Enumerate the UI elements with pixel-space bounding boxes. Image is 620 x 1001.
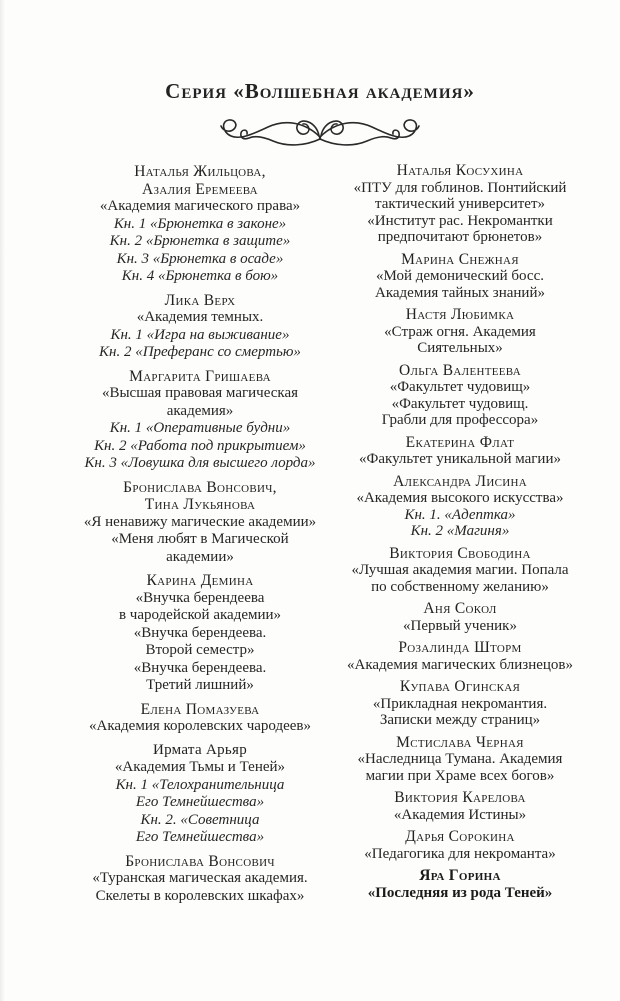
book-title-line: Кн. 1 «Брюнетка в законе»: [113, 215, 287, 232]
book-block: [60, 479, 340, 567]
book-block: [340, 868, 580, 901]
author-name: Виктория Свободина: [389, 544, 531, 562]
book-title-line: «Факультет чудовищ.: [391, 395, 529, 412]
author-name: Наталья Косухина: [396, 162, 524, 180]
book-title-line: «Внучка берендеева.: [133, 659, 267, 676]
book-title-line: «Меня любят в Магической: [111, 531, 289, 548]
book-block: [340, 252, 580, 302]
book-title-line: предпочитают брюнетов»: [377, 229, 543, 246]
book-title-line: Кн. 2 «Брюнетка в защите»: [109, 233, 291, 250]
series-title: Серия «Волшебная академия»: [165, 79, 475, 103]
book-title-line: «Академия темных.: [136, 309, 264, 326]
book-block: [60, 853, 340, 906]
book-title-line: Кн. 2 «Магиня»: [410, 523, 510, 540]
book-title-line: Кн. 1 «Игра на выживание»: [110, 326, 290, 343]
book-block: [340, 363, 580, 429]
author-name: Тина Лукьянова: [144, 496, 256, 514]
book-title-line: Кн. 1 «Оперативные будни»: [109, 420, 291, 437]
author-name: Бронислава Вонсович,: [123, 478, 277, 496]
book-title-line: Кн. 4 «Брюнетка в бою»: [121, 268, 279, 285]
author-name: Екатерина Флат: [405, 433, 515, 451]
book-title-line: «Внучка берендеева.: [133, 624, 267, 641]
book-block: [60, 701, 340, 736]
flourish-divider-ornament: [20, 111, 620, 155]
book-title-line: академия»: [166, 402, 234, 419]
book-title-line: по собственному желанию»: [371, 578, 549, 595]
book-block: [340, 601, 580, 634]
author-name: Яра Горина: [419, 867, 501, 885]
book-title-line: Грабли для профессора»: [381, 412, 539, 429]
book-title-line: «Академия магических близнецов»: [346, 656, 574, 673]
page-header: [20, 0, 620, 155]
book-block: [340, 474, 580, 540]
author-name: Дарья Сорокина: [405, 828, 515, 846]
book-title-line: «Мой демонический босс.: [376, 268, 544, 285]
author-name: Ирмата Арьяр: [152, 741, 248, 758]
book-block: [340, 435, 580, 468]
author-name: Азалия Еремеева: [142, 180, 258, 198]
book-title-line: «Туранская магическая академия.: [92, 870, 308, 887]
book-block: [340, 640, 580, 673]
author-name: Настя Любимка: [405, 306, 515, 324]
book-title-line: «Институт рас. Некромантки: [367, 212, 553, 229]
author-name: Александра Лисина: [393, 472, 527, 490]
book-title-line: «Первый ученик»: [403, 617, 517, 634]
author-name: Розалинда Шторм: [398, 639, 522, 657]
book-title-line: «Педагогика для некроманта»: [364, 845, 556, 862]
book-block: [340, 546, 580, 596]
book-block: [340, 163, 580, 246]
book-title-line: «Внучка берендеева: [135, 589, 265, 606]
author-name: Купава Огинская: [399, 678, 521, 696]
book-block: [340, 307, 580, 357]
book-title-line: Кн. 1 «Телохранительница: [115, 776, 285, 793]
author-name: Лика Верх: [164, 291, 236, 309]
book-block: [60, 572, 340, 695]
book-title-line: «ПТУ для гоблинов. Понтийский: [353, 179, 567, 196]
book-title-line: Скелеты в королевских шкафах»: [95, 887, 305, 904]
book-title-line: «Страж огня. Академия: [384, 323, 536, 340]
book-title-line: «Факультет уникальной магии»: [359, 451, 561, 468]
book-title-line: «Высшая правовая магическая: [101, 385, 299, 402]
flourish-icon: [215, 111, 425, 155]
book-title-line: «Наследница Тумана. Академия: [357, 751, 563, 768]
author-name: Ольга Валентеева: [399, 361, 521, 379]
book-block: [60, 368, 340, 473]
book-title-line: Кн. 1. «Адептка»: [404, 506, 516, 523]
book-block: [60, 742, 340, 847]
series-listing: [60, 163, 620, 911]
book-title-line: «Факультет чудовищ»: [389, 379, 531, 396]
book-title-line: «Прикладная некромантия.: [372, 695, 548, 712]
book-title-line: тактический университет»: [374, 196, 546, 213]
author-name: Аня Сокол: [423, 600, 497, 618]
right-column: [340, 163, 580, 907]
book-title-line: магии при Храме всех богов»: [365, 767, 555, 784]
book-block: [60, 163, 340, 286]
book-title-line: «Я ненавижу магические академии»: [83, 513, 317, 530]
author-name: Маргарита Гришаева: [129, 367, 271, 385]
author-name: Бронислава Вонсович: [125, 852, 275, 870]
book-title-line: Кн. 2 «Преферанс со смертью»: [99, 344, 301, 361]
author-name: Марина Снежная: [401, 250, 519, 268]
book-title-line: Его Темнейшества»: [135, 794, 265, 811]
book-title-line: в чародейской академии»: [118, 607, 282, 624]
book-block: [340, 790, 580, 823]
author-name: Наталья Жильцова,: [134, 163, 266, 181]
book-title-line: Кн. 3 «Брюнетка в осаде»: [116, 250, 284, 267]
book-title-line: Кн. 2. «Советница: [140, 811, 260, 828]
book-title-line: «Академия королевских чародеев»: [89, 718, 311, 735]
book-title-line: «Академия высокого искусства»: [356, 490, 564, 507]
book-title-line: Его Темнейшества»: [135, 829, 265, 846]
book-title-line: «Академия Тьмы и Теней»: [114, 759, 286, 776]
book-title-line: Академия тайных знаний»: [375, 284, 545, 301]
book-block: [340, 679, 580, 729]
author-name: Карина Демина: [146, 572, 254, 590]
book-title-line: «Академия Истины»: [393, 806, 527, 823]
book-block: [340, 829, 580, 862]
book-title-line: Второй семестр»: [145, 642, 255, 659]
book-title-line: «Академия магического права»: [99, 198, 301, 215]
book-title-line: Сиятельных»: [417, 340, 503, 357]
author-name: Мстислава Черная: [396, 733, 524, 751]
book-title-line: «Последняя из рода Теней»: [367, 884, 553, 901]
book-block: [60, 292, 340, 362]
left-column: [60, 163, 340, 911]
book-title-line: академии»: [166, 548, 234, 565]
book-block: [340, 735, 580, 785]
book-title-line: Записки между страниц»: [379, 712, 541, 729]
book-title-line: Кн. 2 «Работа под прикрытием»: [94, 437, 306, 454]
author-name: Виктория Карелова: [394, 789, 526, 807]
book-title-line: Кн. 3 «Ловушка для высшего лорда»: [84, 455, 316, 472]
book-title-line: «Лучшая академия магии. Попала: [351, 562, 569, 579]
scan-edge-shadow: [0, 0, 5, 1001]
author-name: Елена Помазуева: [140, 700, 260, 718]
book-title-line: Третий лишний»: [146, 677, 254, 694]
